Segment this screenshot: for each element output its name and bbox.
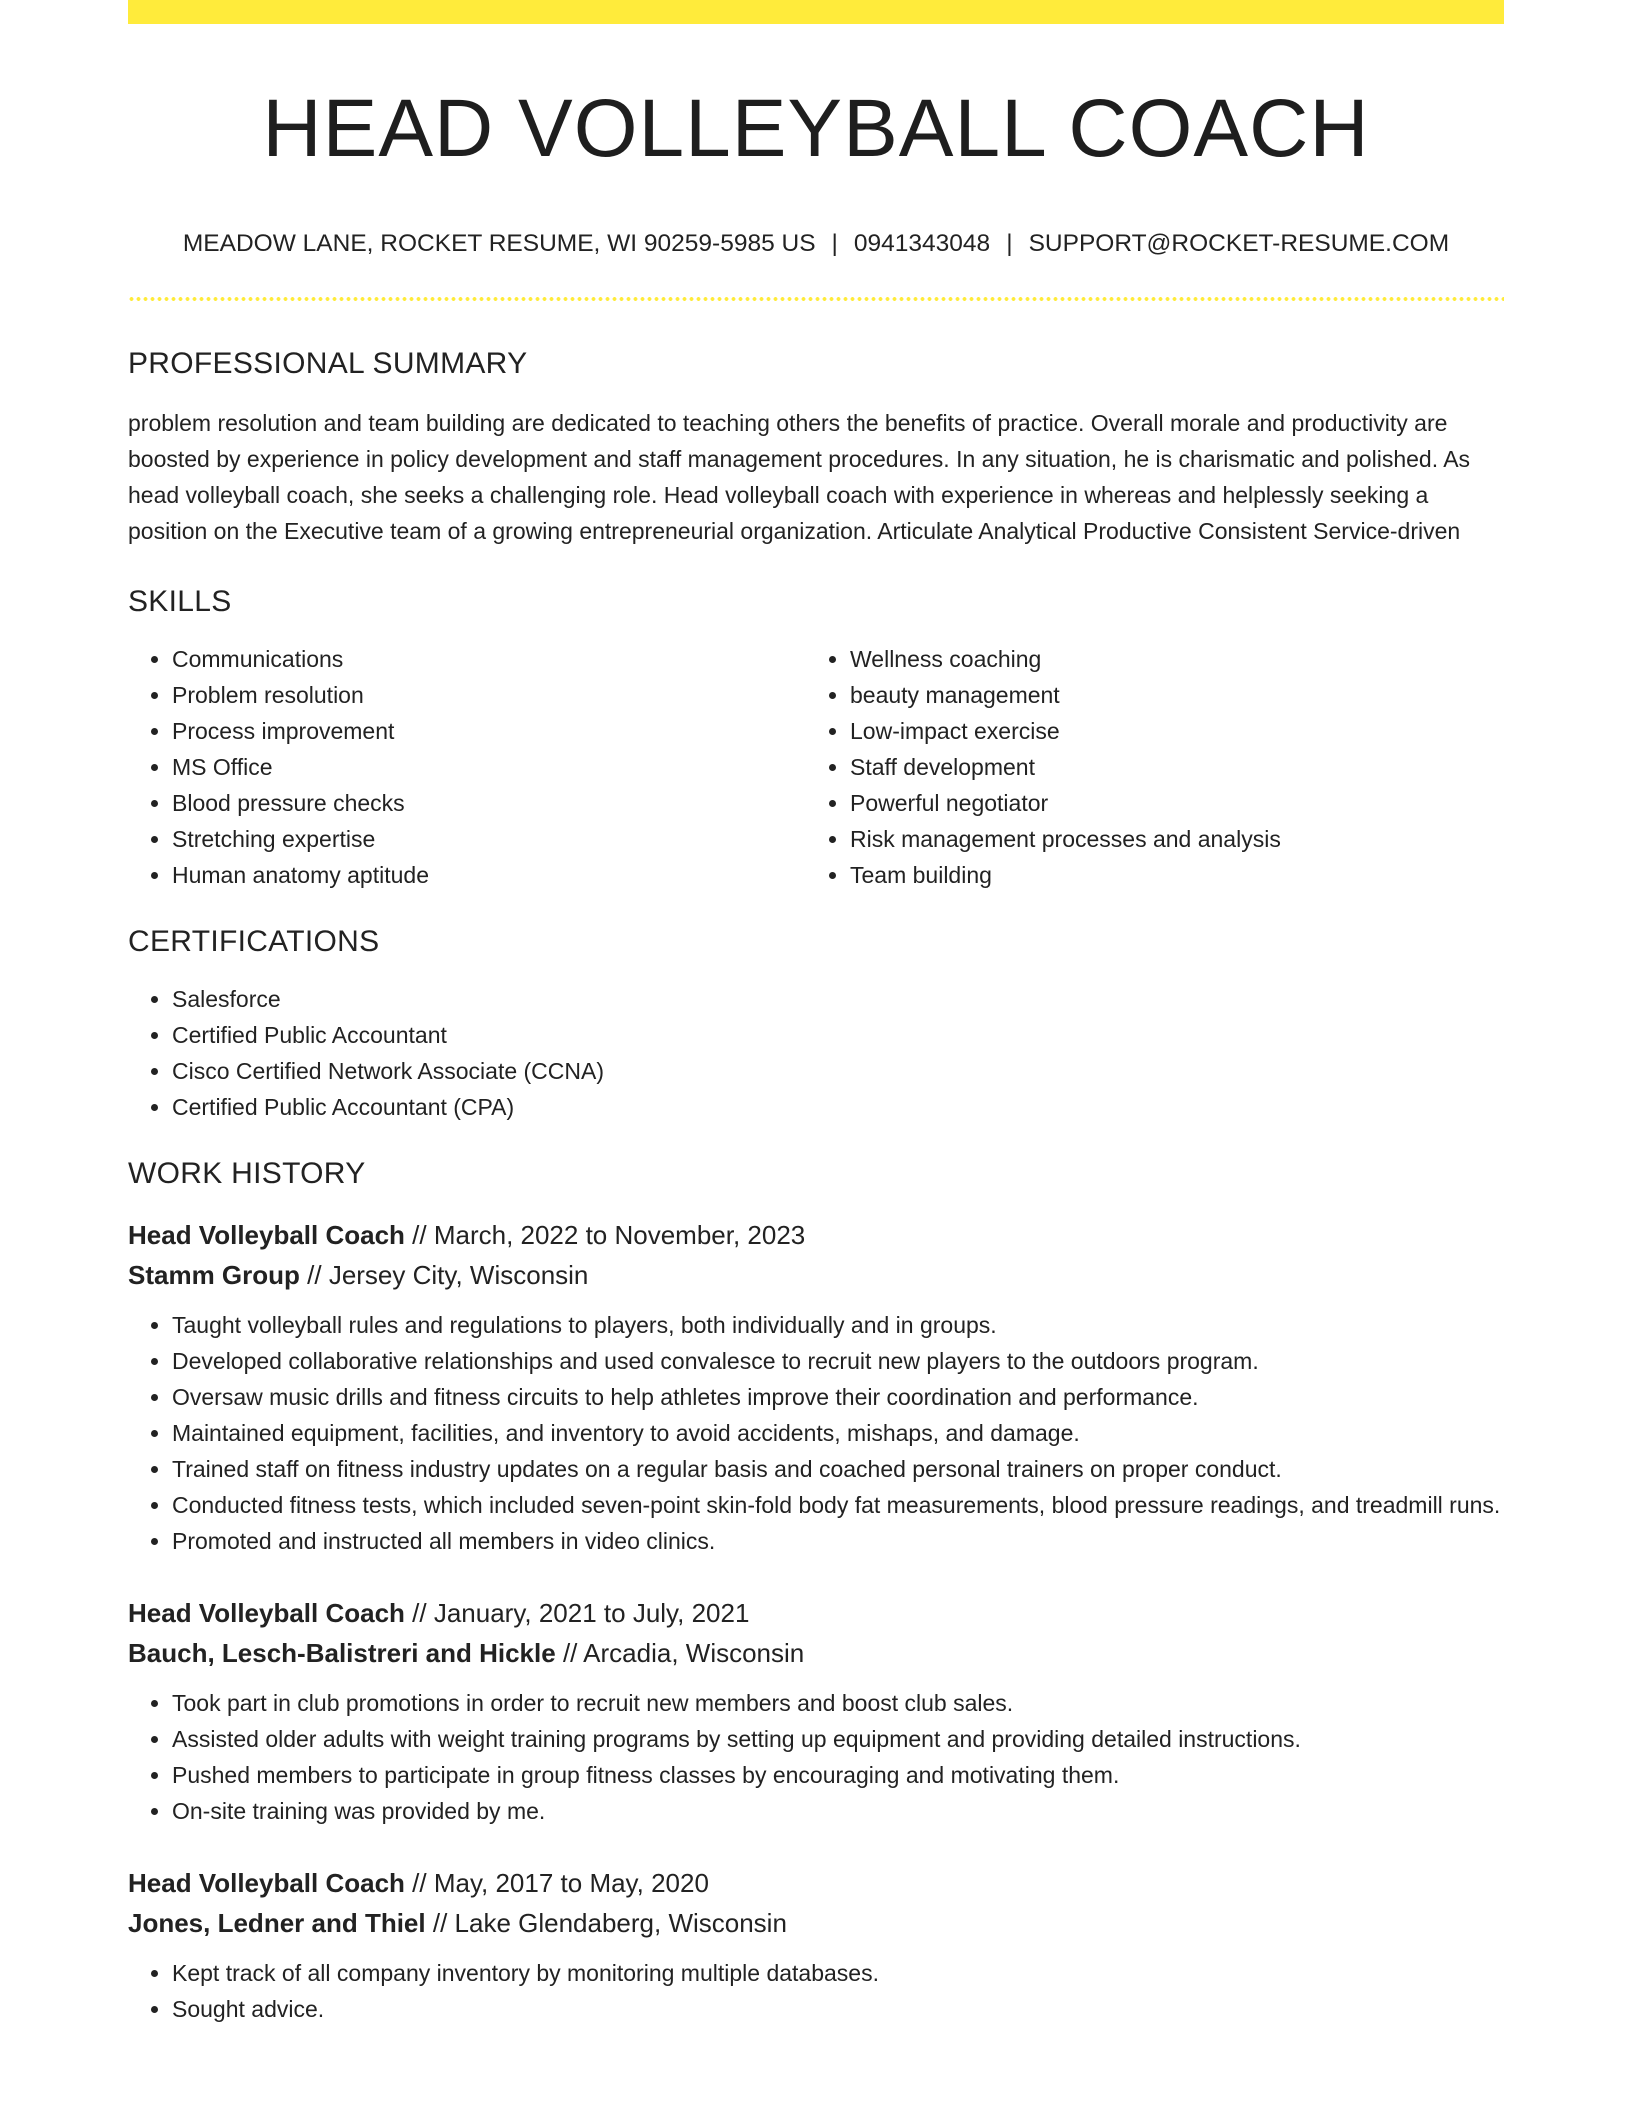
job-bullets [128, 1955, 1504, 2027]
job-bullet: • Taught volleyball rules and regulations to players, both individually and in groups. [172, 1307, 1504, 1343]
job-bullet: • Kept track of all company inventory by monitoring multiple databases. [172, 1955, 1504, 1991]
job-bullet: • Maintained equipment, facilities, and inventory to avoid accidents, mishaps, and damage. [172, 1415, 1504, 1451]
job-company: Bauch, Lesch-Balistreri and Hickle [128, 1637, 556, 1668]
certification-item: • Cisco Certified Network Associate (CCNA) [172, 1053, 1504, 1089]
skill-item: • MS Office [172, 749, 806, 785]
skill-item: • Stretching expertise [172, 821, 806, 857]
skill-item: • beauty management [850, 677, 1484, 713]
skill-item: • Staff development [850, 749, 1484, 785]
skills-grid [128, 641, 1504, 893]
job-entry [128, 1593, 1504, 1829]
dotted-divider [128, 297, 1504, 301]
contact-address: MEADOW LANE, ROCKET RESUME, WI 90259-5985 US [182, 230, 816, 257]
work-history-heading: WORK HISTORY [128, 1156, 366, 1190]
job-company-line [128, 1255, 1504, 1295]
job-title: Head Volleyball Coach [128, 1867, 405, 1898]
job-title: Head Volleyball Coach [128, 1219, 405, 1250]
contact-phone: 0941343048 [853, 230, 991, 257]
job-location: // Arcadia, Wisconsin [555, 1637, 805, 1668]
summary-heading: PROFESSIONAL SUMMARY [128, 346, 528, 380]
job-bullet: • Sought advice. [172, 1991, 1504, 2027]
job-bullet: • Trained staff on fitness industry updates on a regular basis and coached personal trainers on proper conduct. [172, 1451, 1504, 1487]
job-bullet: • Developed collaborative relationships and used convalesce to recruit new players to the outdoors program. [172, 1343, 1504, 1379]
skill-item: • Process improvement [172, 713, 806, 749]
skills-heading: SKILLS [128, 584, 232, 618]
skill-item: • Powerful negotiator [850, 785, 1484, 821]
job-entry [128, 1215, 1504, 1559]
skill-item: • Human anatomy aptitude [172, 857, 806, 893]
certification-item: • Certified Public Accountant (CPA) [172, 1089, 1504, 1125]
accent-bar [128, 0, 1504, 24]
job-bullet: • Promoted and instructed all members in video clinics. [172, 1523, 1504, 1559]
job-dates: // January, 2021 to July, 2021 [404, 1597, 750, 1628]
skill-item: • Team building [850, 857, 1484, 893]
summary-text: problem resolution and team building are dedicated to teaching others the benefits of practice. Overall morale and productivity are boosted by experience in policy development and staff management procedures. In any situation, he is charismatic and polished. As head volleyball coach, she seeks a challenging role. Head volleyball coach with experience in whereas and helplessly seeking a position on the Executive team of a growing entrepreneurial organization. Articulate Analytical Productive Consistent Service-driven [128, 409, 1471, 544]
certifications-heading: CERTIFICATIONS [128, 924, 380, 958]
skill-item: • Wellness coaching [850, 641, 1484, 677]
certifications-list [128, 981, 1504, 1125]
job-dates: // May, 2017 to May, 2020 [404, 1867, 709, 1898]
job-entry [128, 1863, 1504, 2027]
contact-separator: | [1006, 230, 1013, 257]
certification-item: • Salesforce [172, 981, 1504, 1017]
job-bullet: • Oversaw music drills and fitness circuits to help athletes improve their coordination and performance. [172, 1379, 1504, 1415]
job-title-line [128, 1593, 1504, 1633]
job-bullet: • Took part in club promotions in order to recruit new members and boost club sales. [172, 1685, 1504, 1721]
job-company: Jones, Ledner and Thiel [128, 1907, 426, 1938]
job-company-line [128, 1903, 1504, 1943]
skill-item: • Problem resolution [172, 677, 806, 713]
resume-name: HEAD VOLLEYBALL COACH [262, 83, 1370, 174]
resume-page [128, 0, 1504, 2027]
job-title-line [128, 1863, 1504, 1903]
job-dates: // March, 2022 to November, 2023 [404, 1219, 806, 1250]
job-company-line [128, 1633, 1504, 1673]
job-bullets [128, 1685, 1504, 1829]
contact-line [128, 232, 1504, 257]
skills-column-left [128, 641, 806, 893]
skill-item: • Low-impact exercise [850, 713, 1484, 749]
job-location: // Lake Glendaberg, Wisconsin [425, 1907, 787, 1938]
job-bullets [128, 1307, 1504, 1559]
job-company: Stamm Group [128, 1259, 300, 1290]
contact-separator: | [831, 230, 838, 257]
skill-item: • Blood pressure checks [172, 785, 806, 821]
job-title: Head Volleyball Coach [128, 1597, 405, 1628]
job-bullet: • Assisted older adults with weight training programs by setting up equipment and providing detailed instructions. [172, 1721, 1504, 1757]
skill-item: • Risk management processes and analysis [850, 821, 1484, 857]
job-bullet: • Conducted fitness tests, which included seven-point skin-fold body fat measurements, blood pressure readings, and treadmill runs. [172, 1487, 1504, 1523]
skill-item: • Communications [172, 641, 806, 677]
job-location: // Jersey City, Wisconsin [299, 1259, 589, 1290]
skills-column-right [806, 641, 1484, 893]
certification-item: • Certified Public Accountant [172, 1017, 1504, 1053]
job-title-line [128, 1215, 1504, 1255]
job-bullet: • On-site training was provided by me. [172, 1793, 1504, 1829]
job-bullet: • Pushed members to participate in group fitness classes by encouraging and motivating them. [172, 1757, 1504, 1793]
contact-email: SUPPORT@ROCKET-RESUME.COM [1028, 230, 1450, 257]
